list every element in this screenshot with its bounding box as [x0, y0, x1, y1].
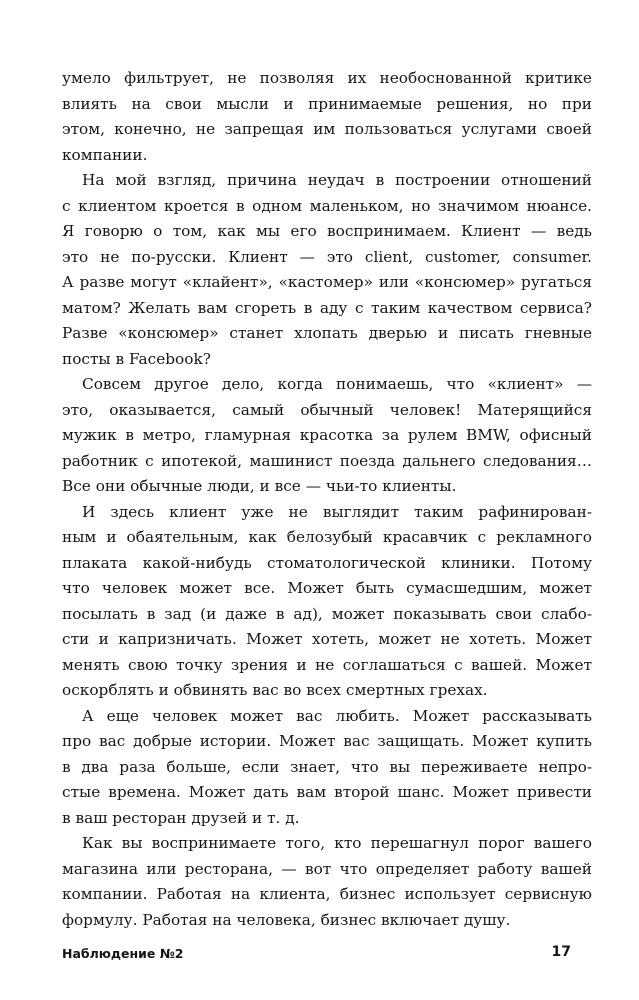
- text-line: менять свою точку зрения и не соглашаться с вашей. Может: [62, 655, 592, 674]
- text-line: А разве могут «клайент», «кастомер» или «консюмер» ругаться: [62, 273, 592, 291]
- text-line: этом, конечно, не запрещая им пользоваться услугами своей: [62, 120, 592, 138]
- text-line: сти и капризничать. Может хотеть, может не хотеть. Может: [62, 630, 592, 648]
- text-line: работник с ипотекой, машинист поезда дальнего следования…: [62, 451, 592, 470]
- paragraph: [62, 168, 592, 372]
- text-line: мужик в метро, гламурная красотка за рулем BMW, офисный: [62, 426, 592, 444]
- page-number: 17: [551, 944, 571, 960]
- text-line: А еще человек может вас любить. Может рассказывать: [82, 706, 592, 725]
- text-line: матом? Желать вам сгореть в аду с таким качеством сервиса?: [62, 298, 592, 317]
- text-line: посылать в зад (и даже в ад), может показывать свои слабо-: [62, 604, 592, 623]
- text-line: Все они обычные люди, и все — чьи-то клиенты.: [62, 477, 457, 495]
- text-line: Я говорю о том, как мы его воспринимаем. Клиент — ведь: [62, 222, 592, 240]
- text-line: стые времена. Может дать вам второй шанс. Может привести: [62, 783, 592, 801]
- text-line: влиять на свои мысли и принимаемые решения, но при: [62, 94, 592, 113]
- text-line: оскорблять и обвинять вас во всех смертных грехах.: [62, 681, 488, 699]
- text-line: в два раза больше, если знает, что вы переживаете непро-: [62, 757, 592, 776]
- body-text: [62, 66, 592, 933]
- paragraph: [62, 66, 592, 168]
- paragraph: [62, 704, 592, 832]
- running-footer-section-title: Наблюдение №2: [62, 946, 184, 961]
- text-line: магазина или ресторана, — вот что определяет работу вашей: [62, 859, 592, 878]
- text-line: про вас добрые истории. Может вас защищать. Может купить: [62, 732, 592, 750]
- paragraph: [62, 831, 592, 933]
- paragraph: [62, 372, 592, 500]
- text-line: с клиентом кроется в одном маленьком, но значимом нюансе.: [62, 196, 592, 215]
- text-line: формулу. Работая на человека, бизнес включает душу.: [62, 910, 511, 929]
- text-line: компании. Работая на клиента, бизнес использует сервисную: [62, 885, 592, 903]
- text-line: Как вы воспринимаете того, кто перешагнул порог вашего: [82, 834, 592, 852]
- text-line: умело фильтрует, не позволяя их необоснованной критике: [62, 69, 592, 87]
- text-line: это не по-русски. Клиент — это client, customer, consumer.: [62, 247, 592, 266]
- text-line: Совсем другое дело, когда понимаешь, что «клиент» —: [82, 375, 592, 393]
- text-line: ным и обаятельным, как белозубый красавчик с рекламного: [62, 528, 592, 546]
- text-line: посты в Facebook?: [62, 349, 211, 368]
- text-line: это, оказывается, самый обычный человек! Матерящийся: [62, 400, 592, 419]
- text-line: компании.: [62, 145, 148, 164]
- text-line: что человек может все. Может быть сумасшедшим, может: [62, 579, 592, 597]
- text-line: Разве «консюмер» станет хлопать дверью и писать гневные: [62, 324, 592, 342]
- text-line: плаката какой-нибудь стоматологической клиники. Потому: [62, 553, 592, 572]
- paragraph: [62, 500, 592, 704]
- text-line: в ваш ресторан друзей и т. д.: [62, 808, 300, 827]
- text-line: И здесь клиент уже не выглядит таким рафинирован-: [82, 502, 592, 521]
- text-line: На мой взгляд, причина неудач в построении отношений: [82, 171, 592, 189]
